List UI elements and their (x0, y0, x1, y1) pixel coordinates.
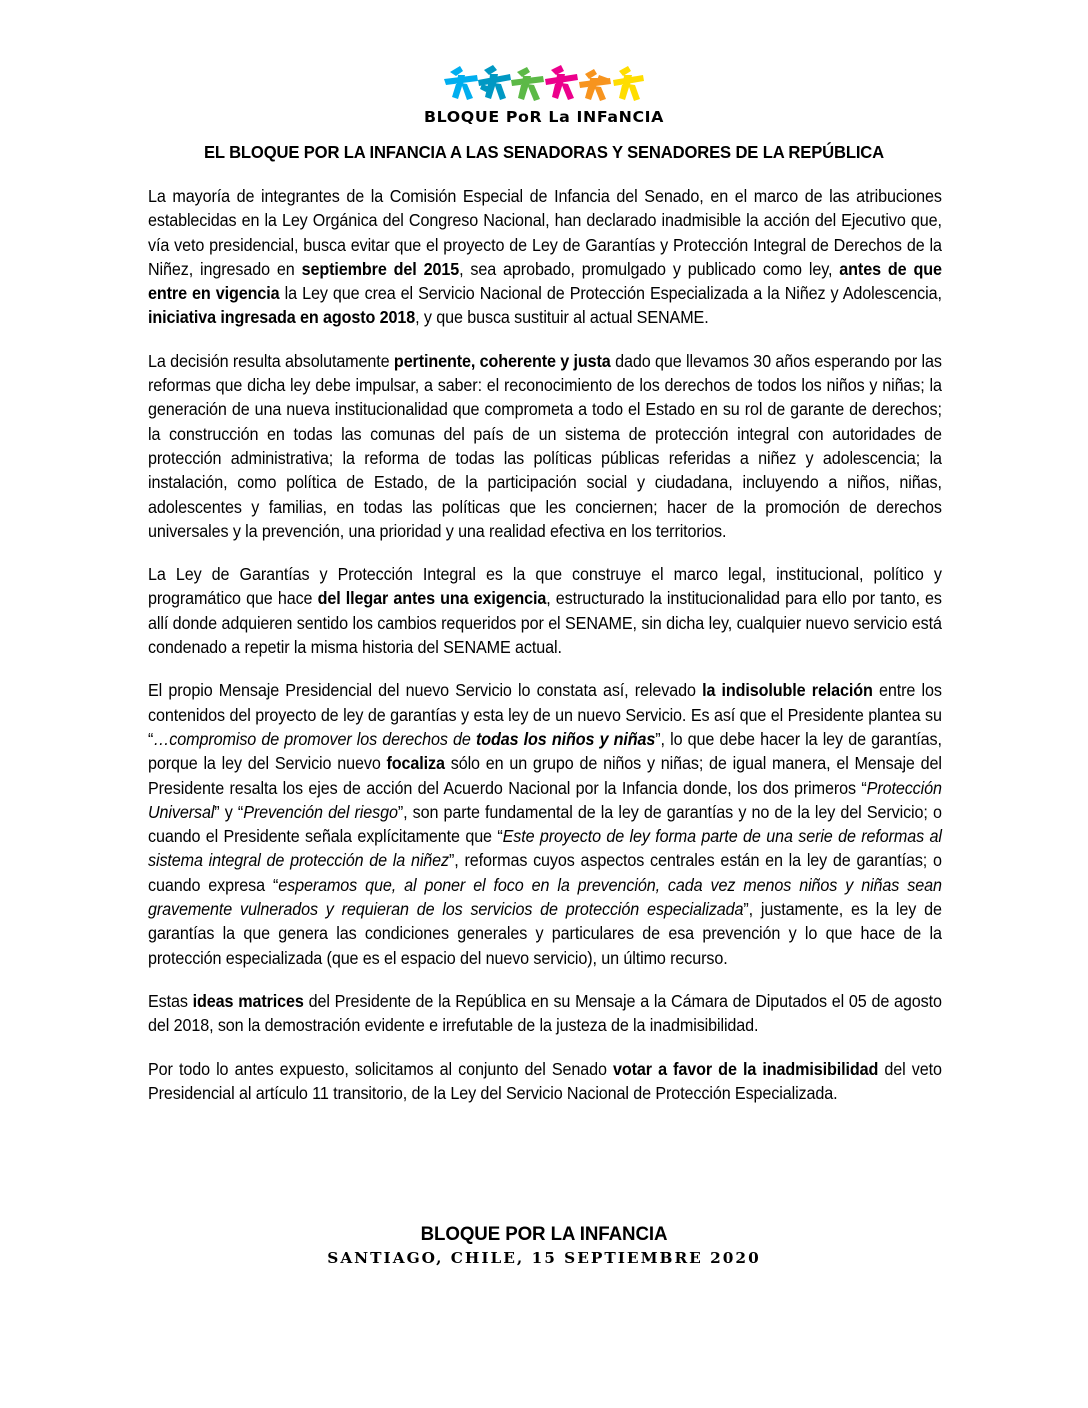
text-run: la Ley que crea el Servicio Nacional de Protección Especializada a la Niñez y Adolescencia, (279, 284, 942, 304)
text-run: Este proyecto de ley forma parte de una serie de reformas al sistema integral de protección de la niñez (148, 827, 942, 871)
text-run: ”, lo que debe hacer la ley de garantías, porque la ley del Servicio nuevo (148, 729, 942, 774)
text-run: …compromiso de promover los derechos de (153, 729, 476, 749)
text-run: iniciativa ingresada en agosto 2018 (148, 308, 416, 328)
text-run: focaliza (386, 754, 445, 774)
signature-place-date: SANTIAGO, CHILE, 15 SEPTIEMBRE 2020 (327, 1249, 761, 1268)
text-run: votar a favor de la inadmisibilidad (612, 1059, 879, 1079)
text-run: esperamos que, al poner el foco en la prevención, cada vez menos niños y niñas sean gravemente vulnerados y requieran de los servicios de protección especializada (148, 875, 942, 920)
text-run: pertinente, coherente y justa (393, 351, 611, 371)
logo-figures-icon (444, 62, 644, 104)
paragraph-1 (148, 185, 942, 331)
text-run: ”, son parte fundamental de la ley de garantías y no de la ley del Servicio; o cuando el Presidente señala explícitamente que “ (148, 802, 942, 847)
page-title: EL BLOQUE POR LA INFANCIA A LAS SENADORAS Y SENADORES DE LA REPÚBLICA (203, 142, 885, 162)
organization-logo (0, 62, 1088, 126)
text-run: la indisoluble relación (702, 681, 873, 701)
text-run: El propio Mensaje Presidencial del nuevo Servicio lo constata así, relevado (148, 681, 703, 701)
paragraph-4 (148, 679, 942, 971)
paragraph-3 (148, 563, 942, 660)
text-run: Estas (148, 991, 193, 1011)
text-run: septiembre del 2015 (301, 259, 460, 279)
text-run: ”, reformas cuyos aspectos centrales están en la ley de garantías; o cuando expresa “ (148, 851, 942, 895)
text-run: ideas matrices (192, 991, 304, 1011)
text-run: , y que busca sustituir al actual SENAME. (415, 308, 709, 328)
logo-wordmark: BLOQUE PoR La INFaNCIA (423, 108, 665, 126)
paragraph-6 (148, 1058, 942, 1107)
text-run: , estructurado la institucionalidad para ello por tanto, es allí donde adquieren sentido los cambios requeridos por el SENAME, sin dicha ley, cualquier nuevo servicio está condenado a repetir la misma historia del SENAME actual. (148, 589, 942, 658)
text-run: Por todo lo antes expuesto, solicitamos al conjunto del Senado (148, 1059, 613, 1079)
text-run: Protección Universal (148, 778, 942, 822)
text-run: ”, justamente, es la ley de garantías la que genera las condiciones generales y particulares de esa prevención y lo que hace de la protección especializada (que es el espacio del nuevo servicio), un último recurso. (148, 900, 942, 968)
text-run: todas los niños y niñas (475, 729, 656, 749)
text-run: del Presidente de la República en su Mensaje a la Cámara de Diputados el 05 de agosto del 2018, son la demostración evidente e irrefutable de la justeza de la inadmisibilidad. (148, 991, 942, 1036)
text-run: La Ley de Garantías y Protección Integral es la que construye el marco legal, institucional, político y programático que hace (148, 565, 942, 609)
text-run: La decisión resulta absolutamente (148, 351, 394, 371)
signature-organization: BLOQUE POR LA INFANCIA (420, 1223, 668, 1245)
text-run: Prevención del riesgo (243, 802, 398, 822)
text-run: , sea aprobado, promulgado y publicado como ley, (459, 259, 840, 279)
text-run: del llegar antes una exigencia (317, 589, 547, 609)
signature-block (0, 1222, 1088, 1268)
text-run: del veto Presidencial al artículo 11 transitorio, de la Ley del Servicio Nacional de Protección Especializada. (148, 1059, 942, 1103)
paragraph-2 (148, 350, 942, 544)
text-run: ” y “ (214, 802, 244, 822)
text-run: La mayoría de integrantes de la Comisión Especial de Infancia del Senado, en el marco de las atribuciones establecidas en la Ley Orgánica del Congreso Nacional, han declarado inadmisible la acción del Ejecutivo que, vía veto presidencial, busca evitar que el proyecto de Ley de Garantías y Protección Integral de Derechos de la Niñez, ingresado en (148, 187, 942, 279)
text-run: sólo en un grupo de niños y niñas; de igual manera, el Mensaje del Presidente resalta los ejes de acción del Acuerdo Nacional por la Infancia donde, los dos primeros “ (148, 754, 942, 798)
document-body (148, 185, 942, 1106)
paragraph-5 (148, 990, 942, 1039)
text-run: dado que llevamos 30 años esperando por las reformas que dicha ley debe impulsar, a saber: el reconocimiento de los derechos de todos los niños y niñas; la generación de una nueva institucionalidad que comprometa a todo el Estado en su rol de garante de derechos; la construcción en todas las comunas del país de un sistema de protección integral con autoridades de protección administrativa; la reforma de todas las políticas públicas referidas a niñez y adolescencia; la instalación, como política de Estado, de la participación social y ciudadana, incluyendo a niños, niñas, adolescentes y familias, en todas las políticas que les conciernen; hacer de la promoción de derechos universales y la prevención, una prioridad y una realidad efectiva en los territorios. (148, 351, 942, 541)
text-run: antes de que entre en vigencia (148, 259, 942, 304)
text-run: entre los contenidos del proyecto de ley de garantías y esta ley de un nuevo Servicio. Es así que el Presidente plantea su “ (148, 681, 942, 749)
